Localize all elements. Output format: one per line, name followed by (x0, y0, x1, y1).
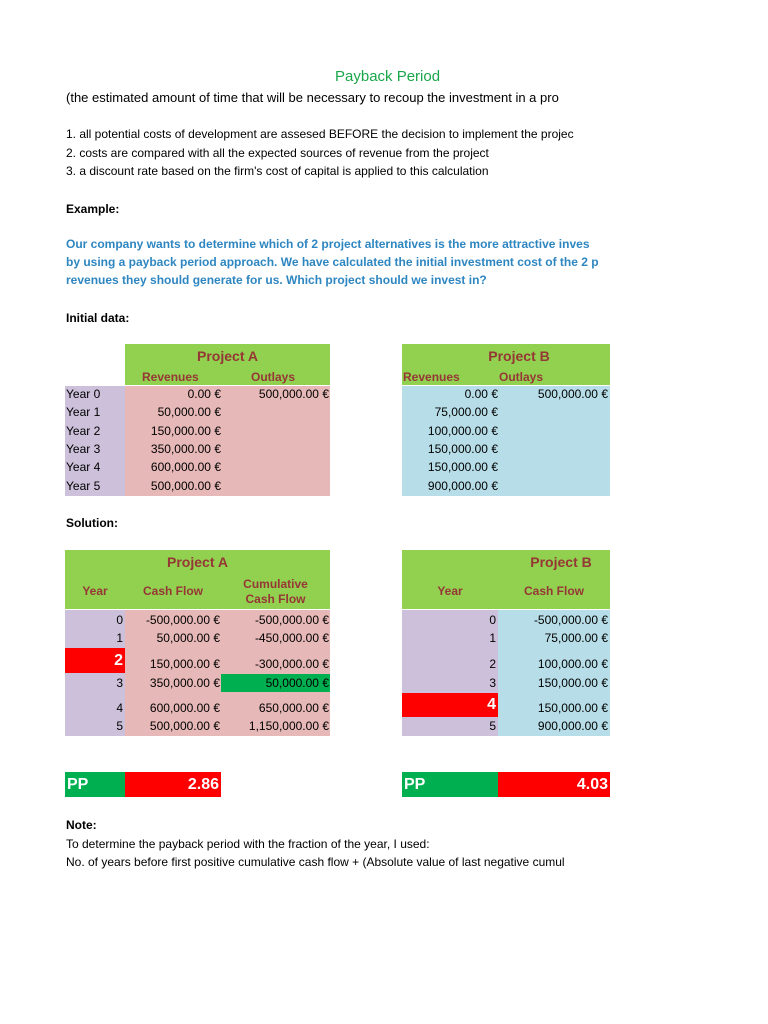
initial-b-revenue: 150,000.00 € (427, 460, 498, 475)
initial-year-label: Year 1 (66, 405, 101, 420)
solution-a-year: 2 (114, 652, 123, 669)
solution-b-cash: 75,000.00 € (544, 631, 608, 645)
solution-a-year: 4 (116, 701, 123, 715)
example-text-3: revenues they should generate for us. Which project should we invest in? (66, 273, 487, 287)
initial-data-label: Initial data: (66, 311, 130, 325)
initial-a-revenue: 150,000.00 € (150, 423, 221, 438)
solution-b-value-band (498, 610, 610, 736)
initial-a-revenue: 0.00 € (187, 387, 221, 401)
note-line-1: To determine the payback period with the fraction of the year, I used: (66, 837, 430, 851)
initial-a-revenue: 50,000.00 € (157, 405, 221, 420)
solution-a-cumulative: -300,000.00 € (254, 657, 329, 671)
initial-a-col-revenues: Revenues (142, 370, 199, 384)
solution-b-year: 5 (489, 719, 496, 733)
solution-a-cash: 350,000.00 € (149, 676, 220, 690)
solution-a-cumulative: 650,000.00 € (258, 701, 329, 715)
page-title: Payback Period (335, 68, 441, 85)
solution-a-col-cash: Cash Flow (142, 584, 203, 598)
solution-a-col-cum-1: Cumulative (243, 577, 308, 591)
solution-a-year-band (65, 610, 125, 736)
solution-b-col-cash: Cash Flow (523, 584, 584, 598)
initial-a-revenue: 500,000.00 € (150, 478, 221, 493)
solution-b-cash: 150,000.00 € (537, 701, 608, 715)
pp-a-label: PP (67, 776, 89, 793)
example-label: Example: (66, 202, 120, 216)
solution-b-year: 0 (489, 613, 496, 627)
point-2: 2. costs are compared with all the expected sources of revenue from the project (66, 146, 489, 160)
initial-b-col-outlays: Outlays (499, 370, 544, 384)
initial-b-col-revenues: Revenues (403, 370, 460, 384)
example-text-1: Our company wants to determine which of 2 project alternatives is the more attractive inves (66, 237, 590, 251)
solution-b-col-year: Year (437, 584, 463, 598)
pp-a-value: 2.86 (187, 776, 219, 793)
solution-a-year: 3 (116, 676, 123, 690)
initial-b-revenue: 0.00 € (464, 387, 498, 401)
solution-a-cumulative: 1,150,000.00 € (248, 719, 329, 733)
solution-a-cumulative: 50,000.00 € (265, 676, 329, 690)
solution-a-col-cum-2: Cash Flow (245, 592, 306, 606)
initial-a-revenue: 350,000.00 € (150, 441, 221, 456)
initial-b-revenue: 100,000.00 € (427, 423, 498, 438)
point-1: 1. all potential costs of development are assesed BEFORE the decision to implement the projec (66, 127, 574, 141)
initial-a-outlay: 500,000.00 € (258, 387, 329, 401)
solution-a-cash: -500,000.00 € (145, 613, 220, 627)
solution-b-year: 4 (487, 696, 496, 713)
solution-a-cash: 50,000.00 € (156, 631, 220, 645)
initial-b-title: Project B (488, 348, 550, 364)
initial-year-label: Year 5 (66, 478, 101, 493)
initial-year-label: Year 0 (66, 387, 101, 401)
solution-b-title: Project B (530, 554, 592, 570)
initial-a-revenue: 600,000.00 € (150, 460, 221, 475)
initial-year-label: Year 4 (66, 460, 101, 475)
initial-a-col-outlays: Outlays (251, 370, 296, 384)
initial-b-outlay: 500,000.00 € (537, 387, 608, 401)
solution-b-year: 1 (489, 631, 496, 645)
solution-a-year: 1 (116, 631, 123, 645)
solution-a-year: 5 (116, 719, 123, 733)
note-label: Note: (66, 818, 97, 832)
initial-b-revenue: 75,000.00 € (434, 405, 498, 420)
solution-b-year-band (402, 610, 498, 736)
solution-a-cumulative: -500,000.00 € (254, 613, 329, 627)
initial-b-revenue: 900,000.00 € (427, 478, 498, 493)
initial-year-label: Year 2 (66, 423, 101, 438)
solution-label: Solution: (66, 516, 118, 530)
solution-a-value-band (125, 610, 330, 736)
solution-b-cash: 900,000.00 € (537, 719, 608, 733)
point-3: 3. a discount rate based on the firm's cost of capital is applied to this calculation (66, 164, 489, 178)
initial-year-label: Year 3 (66, 441, 101, 456)
solution-b-year: 2 (489, 657, 496, 671)
solution-a-cash: 600,000.00 € (149, 701, 220, 715)
note-line-2: No. of years before first positive cumulative cash flow + (Absolute value of last negative cumul (66, 855, 565, 869)
pp-b-label: PP (404, 776, 426, 793)
solution-a-cash: 150,000.00 € (149, 657, 220, 671)
solution-a-cumulative: -450,000.00 € (254, 631, 329, 645)
initial-a-title: Project A (197, 348, 258, 364)
solution-a-cash: 500,000.00 € (149, 719, 220, 733)
solution-a-title: Project A (167, 554, 228, 570)
solution-b-year: 3 (489, 676, 496, 690)
example-text-2: by using a payback period approach. We have calculated the initial investment cost of the 2 p (66, 255, 599, 269)
solution-a-year: 0 (116, 613, 123, 627)
pp-b-value: 4.03 (576, 776, 608, 793)
page-subtitle: (the estimated amount of time that will be necessary to recoup the investment in a pro (66, 90, 559, 105)
solution-a-col-year: Year (82, 584, 108, 598)
solution-b-cash: 150,000.00 € (537, 676, 608, 690)
solution-b-cash: 100,000.00 € (537, 657, 608, 671)
solution-b-cash: -500,000.00 € (533, 613, 608, 627)
initial-b-revenue: 150,000.00 € (427, 441, 498, 456)
